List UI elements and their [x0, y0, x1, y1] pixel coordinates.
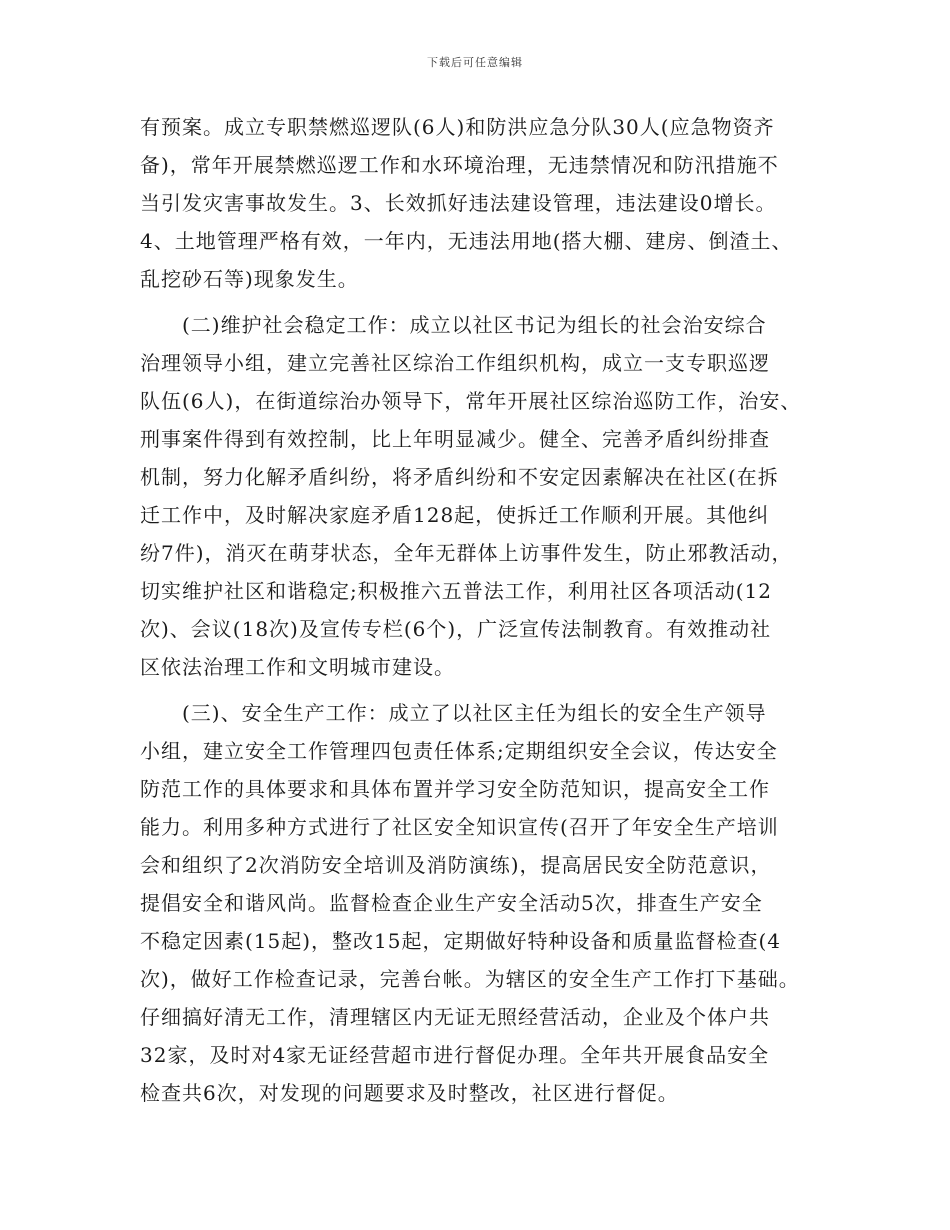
text-line: 有预案。成立专职禁燃巡逻队(6人)和防洪应急分队30人(应急物资齐 — [140, 115, 775, 139]
text-line: 备)，常年开展禁燃巡逻工作和水环境治理，无违禁情况和防汛措施不 — [140, 153, 779, 177]
text-line: 当引发灾害事故发生。3、长效抓好违法建设管理，违法建设0增长。 — [140, 191, 777, 215]
text-line: 队伍(6人)，在街道综治办领导下，常年开展社区综治巡防工作，治安、 — [140, 389, 802, 413]
text-line: 仔细搞好清无工作，清理辖区内无证无照经营活动，企业及个体户共 — [140, 1005, 770, 1029]
text-line: 次)、会议(18次)及宣传专栏(6个)，广泛宣传法制教育。有效推动社 — [140, 617, 772, 641]
text-line: 检查共6次，对发现的问题要求及时整改，社区进行督促。 — [140, 1081, 679, 1105]
text-line: 会和组织了2次消防安全培训及消防演练)，提高居民安全防范意识， — [140, 853, 772, 877]
text-line: 4、土地管理严格有效，一年内，无违法用地(搭大棚、建房、倒渣土、 — [140, 229, 793, 253]
text-line: 防范工作的具体要求和具体布置并学习安全防范知识，提高安全工作 — [140, 777, 770, 801]
text-line: 区依法治理工作和文明城市建设。 — [140, 655, 455, 679]
text-line: 小组，建立安全工作管理四包责任体系;定期组织安全会议，传达安全 — [140, 739, 778, 763]
paragraph-1 — [140, 108, 830, 298]
text-line: 32家，及时对4家无证经营超市进行督促办理。全年共开展食品安全 — [140, 1043, 770, 1067]
paragraph-2 — [140, 306, 830, 686]
text-line: 提倡安全和谐风尚。监督检查企业生产安全活动5次，排查生产安全 — [140, 891, 763, 915]
text-line: 刑事案件得到有效控制，比上年明显减少。健全、完善矛盾纠纷排查 — [140, 427, 770, 451]
text-line: 次)，做好工作检查记录，完善台帐。为辖区的安全生产工作打下基础。 — [140, 967, 800, 991]
text-line: 切实维护社区和谐稳定;积极推六五普法工作，利用社区各项活动(12 — [140, 579, 772, 603]
paragraph-3 — [140, 694, 830, 1112]
text-line: (二)维护社会稳定工作：成立以社区书记为组长的社会治安综合 — [182, 313, 767, 337]
text-line: 迁工作中，及时解决家庭矛盾128起，使拆迁工作顺利开展。其他纠 — [140, 503, 770, 527]
text-line: 纷7件)，消灭在萌芽状态，全年无群体上访事件发生，防止邪教活动， — [140, 541, 793, 565]
text-line: (三)、安全生产工作：成立了以社区主任为组长的安全生产领导 — [182, 701, 767, 725]
text-line: 不稳定因素(15起)，整改15起，定期做好特种设备和质量监督检查(4 — [140, 929, 782, 953]
text-line: 治理领导小组，建立完善社区综治工作组织机构，成立一支专职巡逻 — [140, 351, 770, 375]
text-line: 机制，努力化解矛盾纠纷，将矛盾纠纷和不安定因素解决在社区(在拆 — [140, 465, 779, 489]
document-body — [140, 108, 830, 1112]
text-line: 能力。利用多种方式进行了社区安全知识宣传(召开了年安全生产培训 — [140, 815, 779, 839]
page-header: 下载后可任意编辑 — [427, 56, 523, 69]
text-line: 乱挖砂石等)现象发生。 — [140, 267, 359, 291]
